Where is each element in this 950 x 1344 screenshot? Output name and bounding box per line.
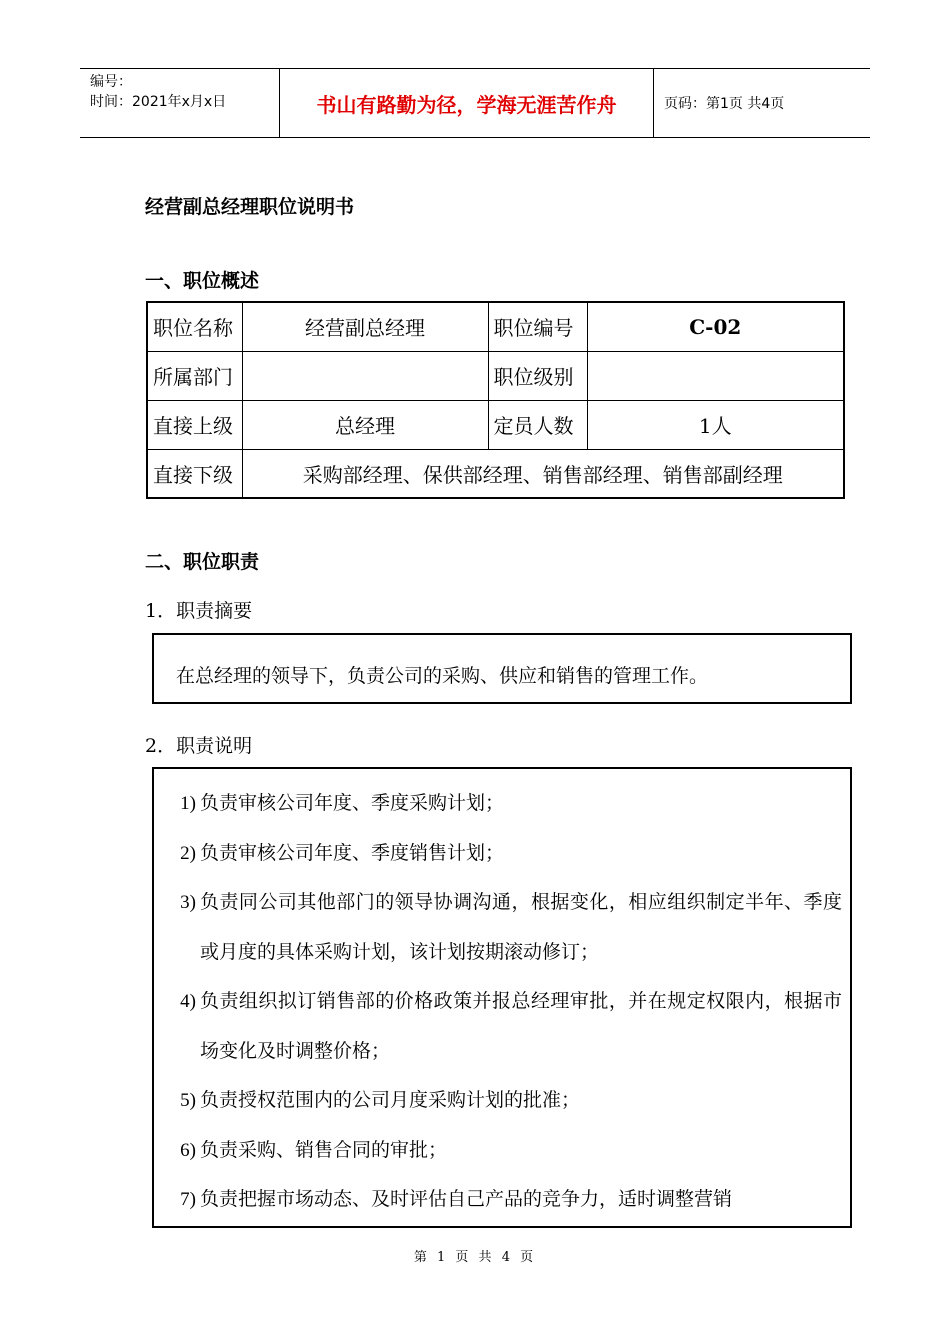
list-item-number: 1) [180, 793, 196, 814]
page-header [80, 68, 870, 138]
list-item [154, 829, 850, 879]
list-item-text: 负责审核公司年度、季度采购计划； [200, 792, 505, 814]
table-cell: 职位编号 [488, 302, 587, 351]
document-title: 经营副总经理职位说明书 [145, 196, 355, 218]
list-item-text: 负责授权范围内的公司月度采购计划的批准； [200, 1089, 581, 1111]
list-item-number: 2) [180, 842, 196, 864]
table-cell: 职位级别 [488, 351, 587, 400]
list-item-number: 5) [180, 1090, 196, 1111]
section-heading-overview: 一、职位概述 [145, 270, 260, 292]
table-row [147, 351, 844, 400]
table-cell [242, 351, 488, 400]
table-cell: 定员人数 [488, 400, 587, 449]
list-item-number: 7) [180, 1189, 196, 1210]
table-cell: 直接上级 [147, 400, 242, 449]
subheading-description: 2．职责说明 [145, 735, 253, 757]
page-footer: 第 1 页 共 4 页 [413, 1250, 537, 1265]
duty-summary-box: 在总经理的领导下，负责公司的采购、供应和销售的管理工作。 [152, 633, 852, 704]
list-item-text: 负责组织拟订销售部的价格政策并报总经理审批，并在规定权限内，根据市场变化及时调整价格； [200, 990, 842, 1062]
list-item [154, 779, 850, 829]
list-item [154, 1175, 850, 1225]
list-item [154, 1076, 850, 1126]
list-item-number: 6) [180, 1139, 196, 1161]
position-info-table [146, 301, 845, 499]
document-number-label: 编号： [90, 74, 132, 90]
header-motto: 书山有路勤为径，学海无涯苦作舟 [280, 69, 654, 137]
header-page-info: 页码：第1页 共4页 [664, 96, 785, 112]
duty-list [152, 767, 852, 1228]
table-row [147, 449, 844, 498]
list-item-number: 3) [180, 892, 196, 913]
table-cell: C-02 [587, 302, 844, 351]
table-row [147, 302, 844, 351]
table-cell: 职位名称 [147, 302, 242, 351]
document-date: 时间：2021年x月x日 [90, 94, 227, 110]
list-item-text: 负责采购、销售合同的审批； [200, 1138, 448, 1161]
table-cell: 采购部经理、保供部经理、销售部经理、销售部副经理 [242, 449, 844, 498]
table-row [147, 400, 844, 449]
list-item [154, 977, 850, 1076]
table-cell [587, 351, 844, 400]
list-item-text: 负责同公司其他部门的领导协调沟通，根据变化，相应组织制定半年、季度或月度的具体采购计划，该计划按期滚动修订； [200, 891, 842, 963]
table-cell: 总经理 [242, 400, 488, 449]
section-heading-duties: 二、职位职责 [145, 551, 260, 573]
list-item-text: 负责审核公司年度、季度销售计划； [200, 841, 505, 864]
list-item-number: 4) [180, 991, 196, 1012]
header-meta [80, 69, 280, 137]
table-cell: 所属部门 [147, 351, 242, 400]
list-item [154, 1126, 850, 1176]
table-cell: 直接下级 [147, 449, 242, 498]
list-item [154, 878, 850, 977]
table-cell: 经营副总经理 [242, 302, 488, 351]
list-item-text: 负责把握市场动态、及时评估自己产品的竞争力，适时调整营销 [200, 1188, 733, 1210]
subheading-summary: 1．职责摘要 [145, 600, 253, 622]
table-cell: 1人 [587, 400, 844, 449]
